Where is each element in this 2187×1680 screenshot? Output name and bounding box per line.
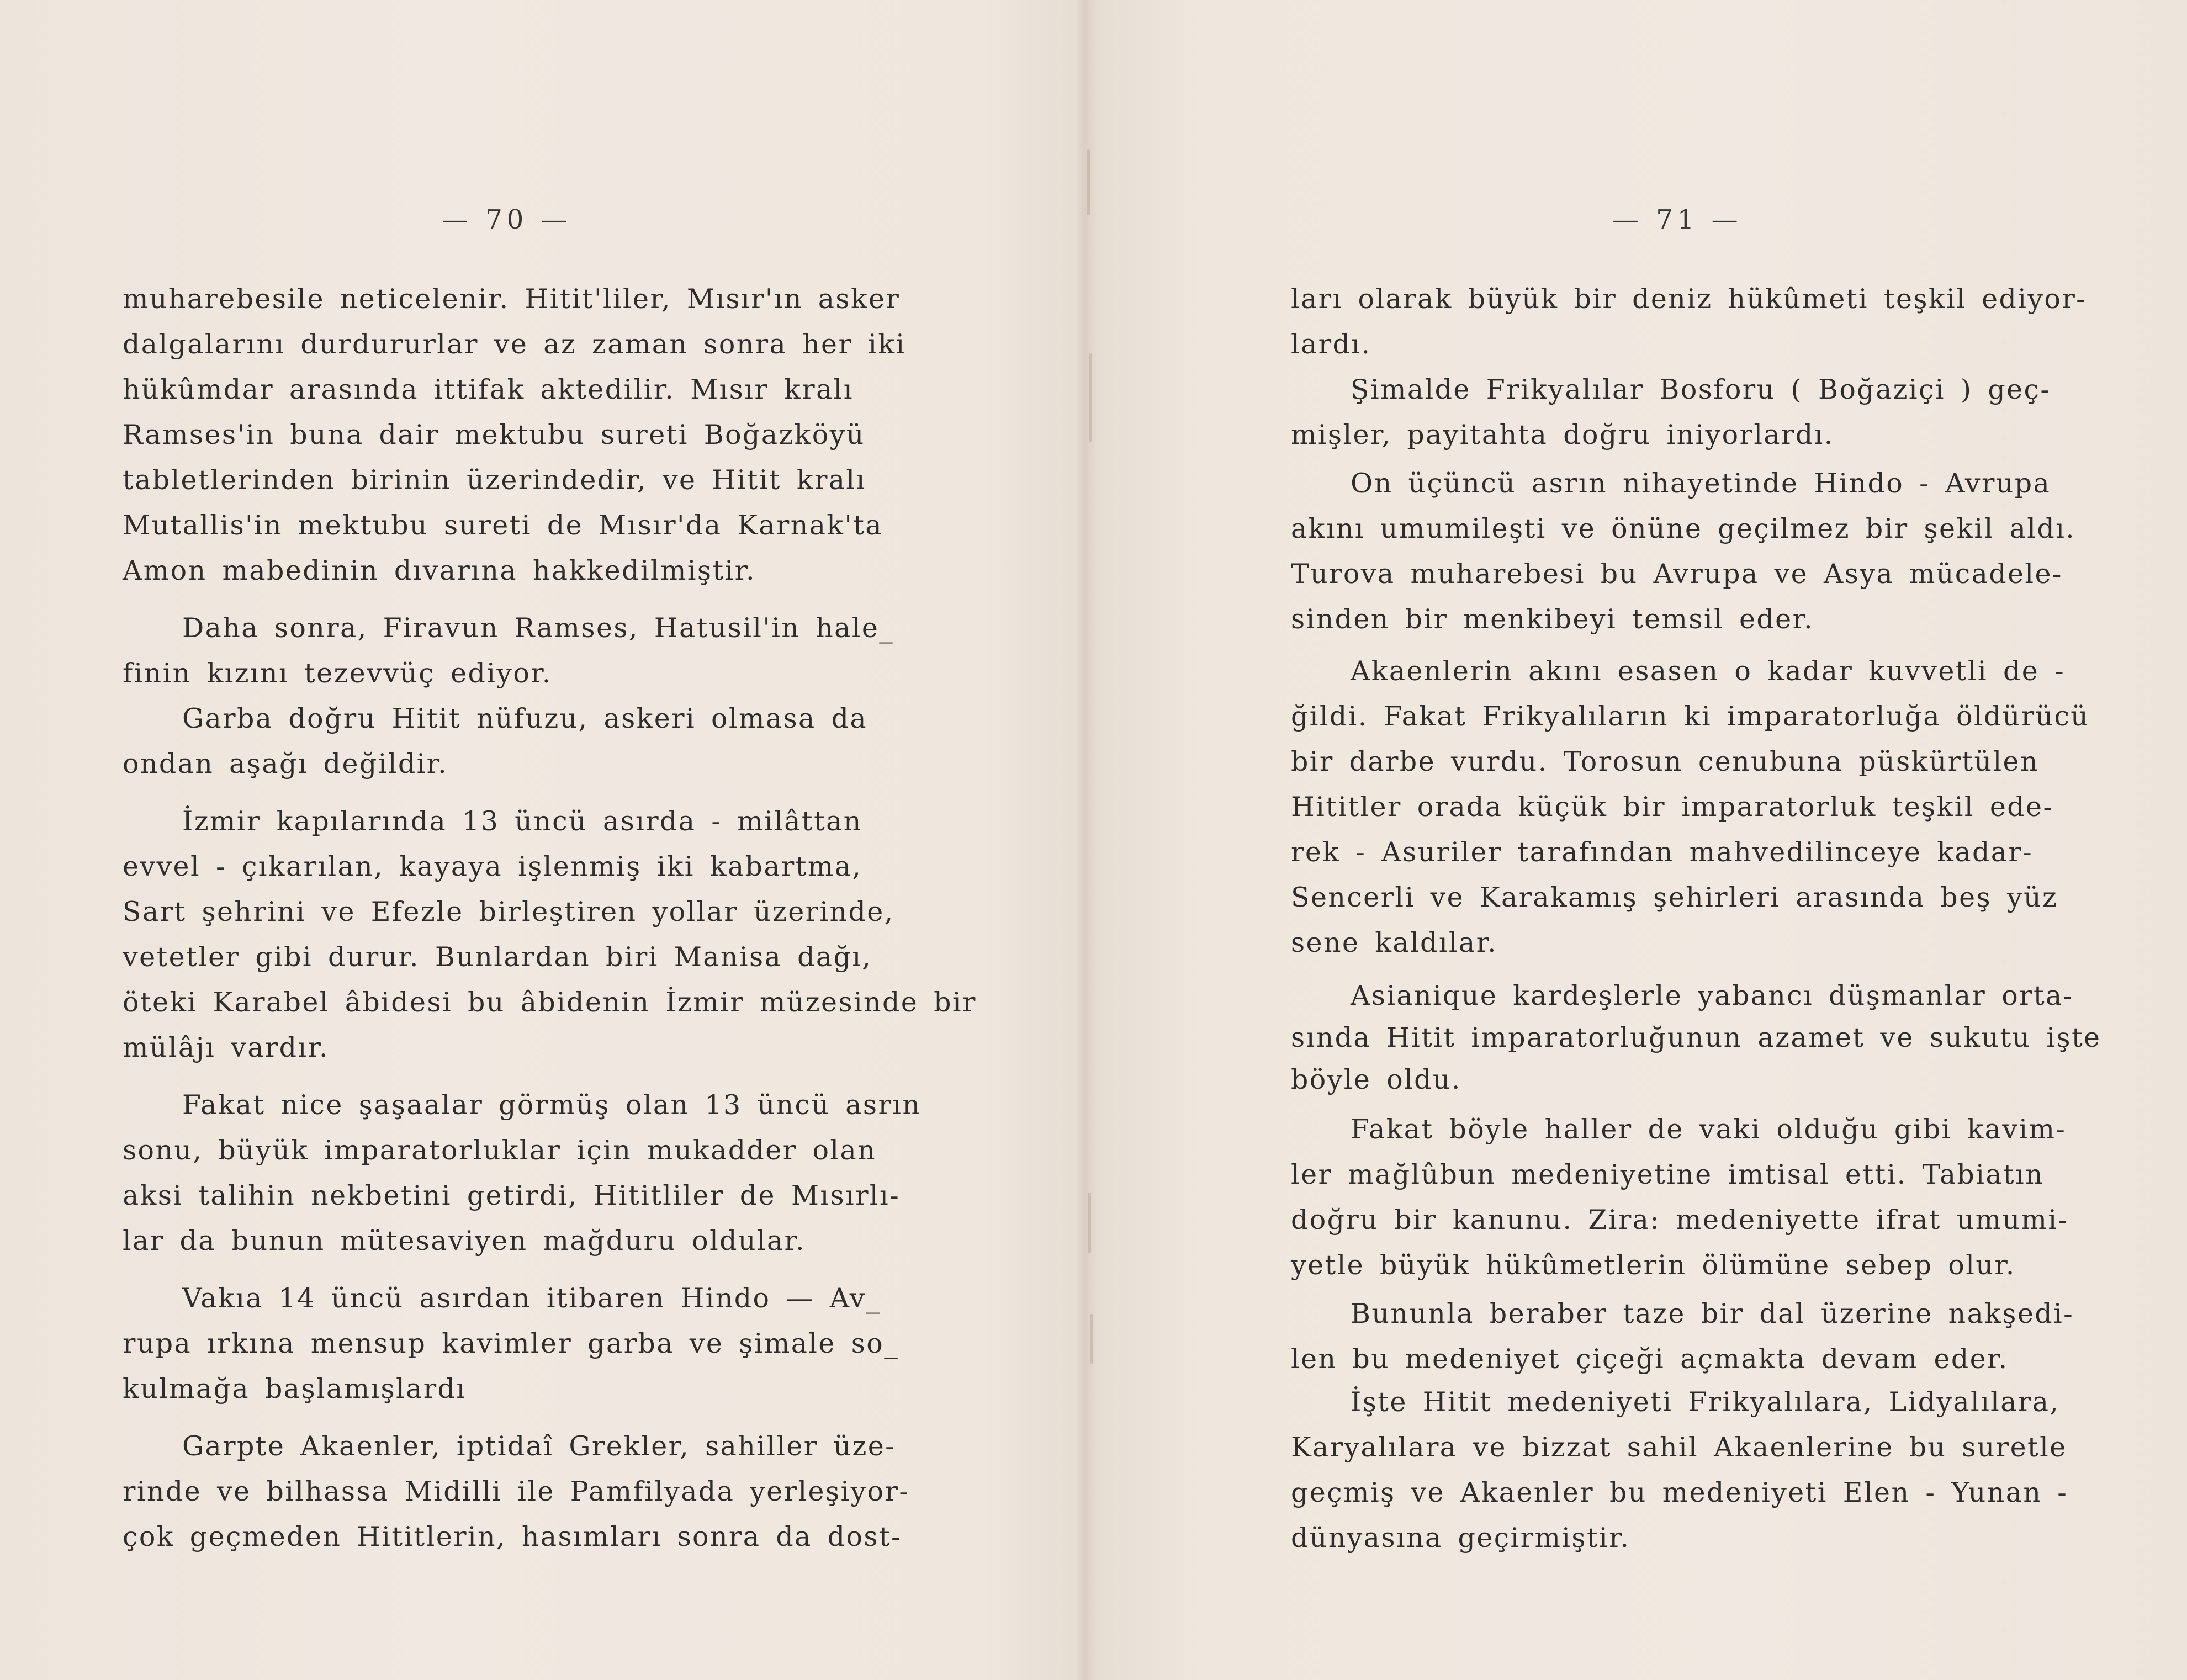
text-line: Daha sonra, Firavun Ramses, Hatusil'in hale_ [182,612,894,644]
text-line: Asianique kardeşlerle yabancı düşmanlar orta- [1351,980,2074,1011]
text-line: Garpte Akaenler, iptidaî Grekler, sahiller üze- [182,1430,896,1462]
text-line: Sart şehrini ve Efezle birleştiren yollar üzerinde, [123,896,894,928]
text-line: kulmağa başlamışlardı [123,1373,467,1405]
text-line: aksi talihin nekbetini getirdi, Hititliler de Mısırlı- [123,1180,901,1211]
text-line: sene kaldılar. [1291,927,1497,958]
text-line: öteki Karabel âbidesi bu âbidenin İzmir müzesinde bir [123,987,977,1018]
text-line: çok geçmeden Hititlerin, hasımları sonra da dost- [123,1521,902,1552]
text-line: ler mağlûbun medeniyetine imtisal etti. Tabiatın [1291,1159,2045,1190]
text-line: hükûmdar arasında ittifak aktedilir. Mısır kralı [123,374,854,405]
text-line: Turova muharebesi bu Avrupa ve Asya mücadele- [1291,558,2063,590]
text-line: lar da bunun mütesaviyen mağduru oldular. [123,1225,806,1257]
text-line: ları olarak büyük bir deniz hükûmeti teşkil ediyor- [1291,283,2087,315]
text-line: rupa ırkına mensup kavimler garba ve şimale so_ [123,1328,899,1359]
gutter-mark [1087,149,1090,215]
text-line: akını umumileşti ve önüne geçilmez bir şekil aldı. [1291,513,2076,544]
text-line: vetetler gibi durur. Bunlardan biri Manisa dağı, [123,941,872,973]
text-line: bir darbe vurdu. Torosun cenubuna püskürtülen [1291,746,2039,777]
text-line: Sencerli ve Karakamış şehirleri arasında beş yüz [1291,882,2058,913]
left-page [0,0,1082,1680]
page-text [1104,0,2187,1680]
text-line: muharebesile neticelenir. Hitit'liler, Mısır'ın asker [123,283,901,315]
text-line: sinden bir menkibeyi temsil eder. [1291,603,1814,635]
text-line: dünyasına geçirmiştir. [1291,1522,1630,1554]
text-line: finin kızını tezevvüç ediyor. [123,658,552,689]
text-line: Hititler orada küçük bir imparatorluk teşkil ede- [1291,791,2054,823]
gutter-mark [1090,1314,1093,1364]
text-line: Bununla beraber taze bir dal üzerine nakşedi- [1351,1298,2074,1329]
text-line: Garba doğru Hitit nüfuzu, askeri olmasa da [182,703,867,734]
page-number: — 70 — [442,204,572,235]
text-line: sında Hitit imparatorluğunun azamet ve sukutu işte [1291,1022,2101,1053]
text-line: mişler, payitahta doğru iniyorlardı. [1291,419,1834,451]
text-line: Mutallis'in mektubu sureti de Mısır'da Karnak'ta [123,510,883,541]
text-line: evvel - çıkarılan, kayaya işlenmiş iki kabartma, [123,851,862,882]
text-line: len bu medeniyet çiçeği açmakta devam eder. [1291,1343,2009,1375]
text-line: mülâjı vardır. [123,1032,329,1063]
text-line: Amon mabedinin dıvarına hakkedilmiştir. [123,555,756,586]
text-line: On üçüncü asrın nihayetinde Hindo - Avrupa [1351,468,2051,499]
text-line: Fakat nice şaşaalar görmüş olan 13 üncü asrın [182,1089,922,1121]
right-page [1104,0,2187,1680]
text-line: ondan aşağı değildir. [123,748,448,780]
text-line: tabletlerinden birinin üzerindedir, ve Hitit kralı [123,464,866,496]
gutter-mark [1089,353,1092,442]
text-line: İzmir kapılarında 13 üncü asırda - milâttan [182,805,862,837]
text-line: Fakat böyle haller de vaki olduğu gibi kavim- [1351,1114,2067,1145]
text-line: dalgalarını durdururlar ve az zaman sonra her iki [123,328,906,360]
page-text [0,0,1082,1680]
text-line: İşte Hitit medeniyeti Frikyalılara, Lidyalılara, [1351,1386,2060,1418]
text-line: geçmiş ve Akaenler bu medeniyeti Elen - Yunan - [1291,1477,2068,1508]
text-line: sonu, büyük imparatorluklar için mukadder olan [123,1135,877,1166]
text-line: yetle büyük hükûmetlerin ölümüne sebep olur. [1291,1249,2016,1281]
text-line: Vakıa 14 üncü asırdan itibaren Hindo — Av_ [182,1282,881,1314]
gutter-mark [1088,1193,1091,1253]
text-line: doğru bir kanunu. Zira: medeniyette ifrat umumi- [1291,1204,2069,1236]
text-line: ğildi. Fakat Frikyalıların ki imparatorluğa öldürücü [1291,701,2090,732]
text-line: rek - Asuriler tarafından mahvedilinceye kadar- [1291,836,2034,868]
page-number: — 71 — [1612,204,1743,235]
text-line: lardı. [1291,328,1371,360]
text-line: Akaenlerin akını esasen o kadar kuvvetli de - [1351,655,2066,687]
text-line: Şimalde Frikyalılar Bosforu ( Boğaziçi ) geç- [1351,374,2051,405]
text-line: Karyalılara ve bizzat sahil Akaenlerine bu suretle [1291,1432,2067,1463]
text-line: Ramses'in buna dair mektubu sureti Boğazköyü [123,419,865,451]
text-line: böyle oldu. [1291,1064,1461,1095]
text-line: rinde ve bilhassa Midilli ile Pamfilyada yerleşiyor- [123,1476,910,1507]
